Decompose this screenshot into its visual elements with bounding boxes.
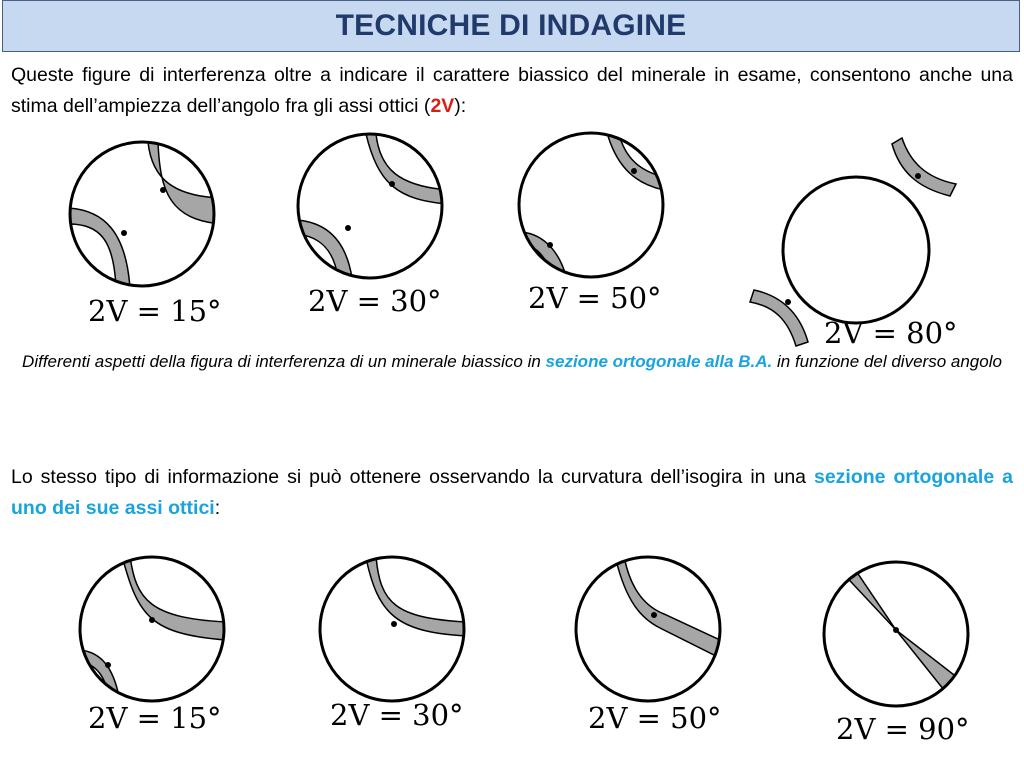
figure-label: 2V = 90° <box>836 712 970 746</box>
figure-row2-2v-50 <box>576 556 722 735</box>
figure-2v-50 <box>518 130 668 315</box>
intro-highlight-2v: 2V <box>430 95 455 117</box>
second-text: Lo stesso tipo di informazione si può ottenere osservando la curvatura dell’isogira in una <box>11 466 814 488</box>
intro-text: Queste figure di interferenza oltre a indicare il carattere biassico del minerale in esame, consentono anche una stima dell’ampiezza dell’angolo fra gli assi ottici ( <box>11 64 1013 117</box>
second-text-end: : <box>214 497 221 519</box>
figure-label: 2V = 50° <box>528 281 662 315</box>
caption-text: Differenti aspetti della figura di interferenza di un minerale biassico in <box>22 352 546 371</box>
figure-2v-15 <box>68 142 222 328</box>
page-title: TECNICHE DI INDAGINE <box>335 9 687 42</box>
figure-row2-2v-15 <box>80 556 226 735</box>
figure-label: 2V = 15° <box>88 294 222 328</box>
caption-text-end: in funzione del diverso angolo <box>772 352 1002 371</box>
caption-highlight: sezione ortogonale alla B.A. <box>545 352 773 371</box>
second-paragraph <box>11 462 1013 524</box>
figure-row2-2v-90 <box>824 562 970 746</box>
figure-label: 2V = 15° <box>88 701 222 735</box>
figure-2v-80 <box>750 138 958 350</box>
figure-label: 2V = 50° <box>588 701 722 735</box>
figure-2v-30 <box>296 134 448 318</box>
second-highlight: sezione ortogonale a uno dei sue assi ottici <box>11 466 1013 519</box>
figure-label: 2V = 30° <box>308 284 442 318</box>
intro-text-end: ): <box>454 95 467 117</box>
figure-label: 2V = 80° <box>824 316 958 350</box>
figure-label: 2V = 30° <box>330 698 464 732</box>
figure-row2-2v-30 <box>320 556 466 732</box>
figure-caption <box>20 348 1004 376</box>
